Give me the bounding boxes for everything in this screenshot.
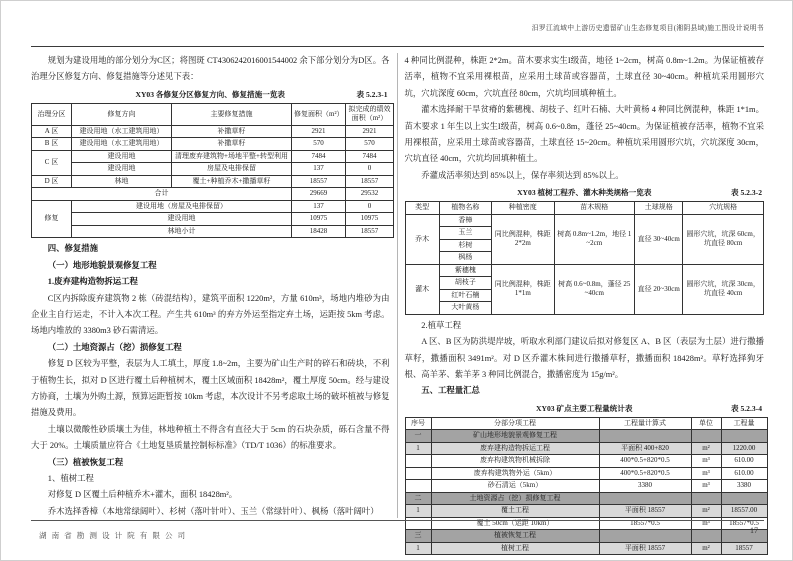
table-cell: 建设用地 xyxy=(72,213,292,226)
table-cell xyxy=(691,430,721,443)
table-cell: m³ xyxy=(691,455,721,468)
table-cell: 植被恢复工程 xyxy=(431,530,599,543)
table-cell: 合计 xyxy=(32,188,292,201)
quantities-table-title-text: XY03 矿点主要工程量统计表 xyxy=(536,403,633,413)
table-cell: 清理废弃建筑物+场地平整+转型利用 xyxy=(172,150,292,163)
table-cell: 570 xyxy=(346,138,394,151)
table-cell: 建设用地（水工建筑用地） xyxy=(72,125,172,138)
subsection1-heading: （一）地形地貌景观修复工程 xyxy=(47,260,157,270)
table-row xyxy=(405,467,767,480)
table-cell: 林地小计 xyxy=(72,225,292,238)
table-cell: 建设用地（水工建筑用地） xyxy=(72,138,172,151)
table-cell: 同比例混种，株距 2*2m xyxy=(492,214,554,264)
table-cell: 137 xyxy=(292,163,346,176)
section4-heading: 四、修复措施 xyxy=(47,244,99,254)
footer-rule xyxy=(31,520,764,521)
table-cell: 灌木 xyxy=(405,264,439,314)
table-cell: 10975 xyxy=(346,213,394,226)
quantities-table xyxy=(405,417,768,556)
table-cell: 29669 xyxy=(292,188,346,201)
table-cell: 18557 xyxy=(346,225,394,238)
table-cell: 7484 xyxy=(346,150,394,163)
page-number: 17 xyxy=(750,526,758,535)
plants-table-title xyxy=(405,185,765,200)
table-cell: 圆形穴坑，坑深 30cm，坑直径 40cm xyxy=(683,264,764,314)
table-cell: 3380 xyxy=(721,480,767,493)
table-cell: m² xyxy=(691,442,721,455)
table-cell xyxy=(599,530,691,543)
subsection3-heading: （三）植被恢复工程 xyxy=(47,457,124,467)
table-cell xyxy=(691,530,721,543)
table-cell: 穴坑规格 xyxy=(683,202,764,215)
table-cell: 工程量计算式 xyxy=(599,417,691,430)
table-cell: 种植密度 xyxy=(492,202,554,215)
table-cell: 平面积 18557 xyxy=(599,505,691,518)
table-cell: 主要修复措施 xyxy=(172,103,292,125)
table-row xyxy=(405,442,767,455)
table-cell: 570 xyxy=(292,138,346,151)
survival-paragraph: 乔灌成活率须达到 85%以上，保存率须达到 85%以上。 xyxy=(421,170,624,180)
table-row xyxy=(405,264,764,277)
table-cell: 二 xyxy=(405,492,431,505)
table-cell xyxy=(599,430,691,443)
table-cell: 补撒草籽 xyxy=(172,138,292,151)
table-row xyxy=(32,138,394,151)
subsection2-heading: （二）土地资源占（挖）损修复工程 xyxy=(47,342,182,352)
table-cell: m² xyxy=(691,505,721,518)
table-cell: 400*0.5+820*0.5 xyxy=(599,467,691,480)
table-cell: 18557 xyxy=(346,175,394,188)
table-cell: 苗木规格 xyxy=(554,202,635,215)
table-cell: 修复方向 xyxy=(72,103,172,125)
shrub-paragraph: 灌木选择耐干旱贫瘠的紫穗槐、胡枝子、红叶石楠、大叶黄杨 4 种同比例混种，株距 1*1m。苗木要求 1 年生以上实生I级苗，树高 0.6~0.8m，蓬径 25~40cm。为保证植被存活率，植物不宜采用裸根苗，应采用土球苗或容器苗，土球直径 15~20cm。种植坑采用圆形穴坑，穴坑深度 30cm，穴坑直径 40cm，穴坑均回填种植土。 xyxy=(404,105,764,164)
table-cell: m³ xyxy=(691,480,721,493)
table-cell: 枫杨 xyxy=(439,252,491,265)
zones-table-title-text: XY03 各修复分区修复方向、修复措施一览表 xyxy=(135,89,286,99)
table-cell: 单位 xyxy=(691,417,721,430)
table-cell: 大叶黄杨 xyxy=(439,302,491,315)
table-cell: 治理分区 xyxy=(32,103,72,125)
table-cell: 18557*0.5 xyxy=(599,517,691,530)
table-cell: 修复面积（m²） xyxy=(292,103,346,125)
table-cell: 林地 xyxy=(72,175,172,188)
table-row xyxy=(32,213,394,226)
table-cell: 乔木 xyxy=(405,214,439,264)
table-cell: 直径 30~40cm xyxy=(635,214,683,264)
table-cell: 建设用地 xyxy=(72,163,172,176)
table-cell: 红叶石楠 xyxy=(439,289,491,302)
table-cell: 同比例混种，株距 1*1m xyxy=(492,264,554,314)
table-row xyxy=(405,530,767,543)
table-cell: 分部分项工程 xyxy=(431,417,599,430)
table-cell xyxy=(691,492,721,505)
table-cell: D 区 xyxy=(32,175,72,188)
table-cell: 香樟 xyxy=(439,214,491,227)
table-cell: 树高 0.8m~1.2m，地径 1~2cm xyxy=(554,214,635,264)
table-row xyxy=(405,505,767,518)
table-cell: 胡枝子 xyxy=(439,277,491,290)
footer-company-name: 湖南省勘测设计院有限公司 xyxy=(39,531,191,540)
plants-table-label: 表 5.2.3-2 xyxy=(730,188,762,198)
tree-continuation-paragraph: 4 种同比例混种，株距 2*2m。苗木要求实生I级苗，地径 1~2cm，树高 0.8m~1.2m。为保证植被存活率，植物不宜采用裸根苗，应采用土球苗或容器苗，土球直径 30~40cm。种植坑采用圆形穴坑，穴坑深度 60cm，穴坑直径 80cm，穴坑均回填种植土。 xyxy=(404,56,764,98)
table-cell: 1220.00 xyxy=(721,442,767,455)
table-row xyxy=(405,480,767,493)
table-cell: 覆土+种植乔木+撒播草籽 xyxy=(172,175,292,188)
table-cell: 植树工程 xyxy=(431,542,599,555)
soil-paragraph-1: 修复 D 区较为平整，表层为人工填土，厚度 1.8~2m，主要为矿山生产时的碎石和砖块，不利于植物生长，拟对 D 区进行覆土后种植树木，覆土区域面积 18428m²，覆土厚度 50cm。经与建设方协商，土壤为外购土源，预算运距暂按 10km 考虑，本次设计不另考虑取土场的破坏植被与修复措施及费用。 xyxy=(31,359,390,418)
zones-table xyxy=(31,103,394,239)
table-cell: 平面积 18557 xyxy=(599,542,691,555)
table-row xyxy=(405,430,767,443)
table-row xyxy=(405,492,767,505)
table-cell: 18428 xyxy=(292,225,346,238)
table-cell: 10975 xyxy=(292,213,346,226)
table-cell: 序号 xyxy=(405,417,431,430)
plant-paragraph-1: 对修复 D 区覆土后种植乔木+灌木，面积 18428m²。 xyxy=(47,490,238,500)
table-cell: 137 xyxy=(292,200,346,213)
table-cell xyxy=(599,492,691,505)
table-cell: 工程量 xyxy=(721,417,767,430)
demolish-paragraph: C区内拆除废弃建筑物 2 栋（砖混结构），建筑平面积 1220m²，方量 610m³，场地内堆砂为由企业主自行运走，不计入本次工程。产生共 610m³ 的弃方外运至指定弃土场，运距按 5km 考虑。场地内堆放的 3380m3 砂石需清运。 xyxy=(31,293,390,336)
table-cell: 29532 xyxy=(346,188,394,201)
table-cell: 建设用地（房屋及电排保留） xyxy=(72,200,292,213)
table-row xyxy=(32,163,394,176)
zones-table-title xyxy=(31,87,390,102)
table-cell: 拟完成的绩效面积（m²） xyxy=(346,103,394,125)
soil-paragraph-2: 土壤以微酸性砂质壤土为佳，林地种植土不得含有直径大于 5cm 的石块杂质，砾石含量不得大于 20%。土壤质量应符合《土地复垦质量控制标标准》（TD/T 1036）的标准要求。 xyxy=(31,424,390,451)
plants-table xyxy=(405,201,765,315)
table-row xyxy=(405,455,767,468)
quantities-table-title xyxy=(405,401,765,416)
table-row xyxy=(405,202,764,215)
table-cell: 土地资源占（挖）损修复工程 xyxy=(431,492,599,505)
table-cell: 玉兰 xyxy=(439,227,491,240)
left-column xyxy=(31,53,398,518)
plants-table-title-text: XY03 植树工程乔、灌木种类规格一览表 xyxy=(517,188,652,198)
table-cell: 18557.00 xyxy=(721,505,767,518)
item2-heading: 1、植树工程 xyxy=(47,474,94,483)
table-cell: 0 xyxy=(346,200,394,213)
quantities-table-label: 表 5.2.3-4 xyxy=(730,403,762,413)
table-cell: 18557*0.5 xyxy=(721,517,767,530)
table-cell: A 区 xyxy=(32,125,72,138)
table-row xyxy=(32,150,394,163)
table-cell: 植物名称 xyxy=(439,202,491,215)
document-header-title: 汨罗江流域中上游历史遗留矿山生态修复项目(湘阴县域)施工图设计说明书 xyxy=(531,25,764,32)
table-cell: 类型 xyxy=(405,202,439,215)
table-cell: 废弃建构造物拆运工程 xyxy=(431,442,599,455)
table-row xyxy=(405,214,764,227)
table-cell xyxy=(405,455,431,468)
table-row xyxy=(32,103,394,125)
table-cell: 覆土工程 xyxy=(431,505,599,518)
table-cell: m³ xyxy=(691,517,721,530)
table-cell: 杉树 xyxy=(439,239,491,252)
table-cell: m² xyxy=(691,542,721,555)
table-cell: B 区 xyxy=(32,138,72,151)
item1-heading: 1.废弃建构造物拆运工程 xyxy=(47,277,138,287)
table-cell: 7484 xyxy=(292,150,346,163)
zones-table-label: 表 5.2.3-1 xyxy=(356,89,388,99)
table-row xyxy=(32,125,394,138)
table-cell xyxy=(721,492,767,505)
table-cell xyxy=(721,430,767,443)
table-cell: 房屋及电排保留 xyxy=(172,163,292,176)
table-cell: 圆形穴坑，坑深 60cm，坑直径 80cm xyxy=(683,214,764,264)
grass-heading: 2.植草工程 xyxy=(421,320,462,330)
table-cell: 一 xyxy=(405,430,431,443)
grass-paragraph: A 区、B 区为防洪堤岸坡，听取水利部门建议后拟对修复区 A、B 区（表层为土层）进行撒播草籽，撒播面积 3491m²。对 D 区乔灌木株间进行撒播草籽，撒播面积 18428m²。草籽选择狗牙根、高羊茅、紫羊茅 3 种同比例混合，撒播密度为 15g/m²。 xyxy=(404,337,764,379)
table-row xyxy=(405,542,767,555)
table-cell: 2921 xyxy=(292,125,346,138)
table-cell xyxy=(721,530,767,543)
table-cell: 0 xyxy=(346,163,394,176)
table-cell: 废弃构建筑物机械拆除 xyxy=(431,455,599,468)
table-cell: 紫穗槐 xyxy=(439,264,491,277)
plant-paragraph-2: 乔木选择香樟（本地常绿阔叶）、杉树（落叶针叶）、玉兰（常绿针叶）、枫杨（落叶阔叶） xyxy=(47,506,379,516)
table-row xyxy=(32,225,394,238)
table-cell: 3380 xyxy=(599,480,691,493)
table-cell: 修复 xyxy=(32,200,72,238)
table-cell: 1 xyxy=(405,442,431,455)
table-row xyxy=(32,175,394,188)
section5-heading: 五、工程量汇总 xyxy=(421,386,480,396)
table-cell xyxy=(405,480,431,493)
table-row xyxy=(32,188,394,201)
table-cell: 建设用地 xyxy=(72,150,172,163)
table-cell: 18557 xyxy=(721,542,767,555)
table-cell: 覆土 50cm（运距 10km） xyxy=(431,517,599,530)
header-rule xyxy=(31,46,764,47)
table-cell: C 区 xyxy=(32,150,72,175)
table-cell: 直径 20~30cm xyxy=(635,264,683,314)
table-row xyxy=(32,200,394,213)
table-cell: 矿山地形地貌景观修复工程 xyxy=(431,430,599,443)
table-cell: 补撒草籽 xyxy=(172,125,292,138)
table-cell: 1 xyxy=(405,542,431,555)
table-cell: 砂石清运（5km） xyxy=(431,480,599,493)
table-cell: 2921 xyxy=(346,125,394,138)
table-cell: 废弃构建筑物外运（5km） xyxy=(431,467,599,480)
table-cell: 610.00 xyxy=(721,467,767,480)
table-cell: 土球规格 xyxy=(635,202,683,215)
table-cell: m³ xyxy=(691,467,721,480)
table-cell: 三 xyxy=(405,530,431,543)
table-cell xyxy=(405,467,431,480)
table-cell: 610.00 xyxy=(721,455,767,468)
table-cell: 树高 0.6~0.8m，蓬径 25~40cm xyxy=(554,264,635,314)
table-cell: 1 xyxy=(405,505,431,518)
table-cell: 平面积 400+820 xyxy=(599,442,691,455)
table-row xyxy=(405,417,767,430)
intro-paragraph: 规划为建设用地的部分划分为C区；将图斑 CT4306242016001544002 余下部分划分为D区。各治理分区修复方向、修复措施等分述见下表： xyxy=(31,56,390,82)
table-cell: 400*0.5+820*0.5 xyxy=(599,455,691,468)
table-cell: 18557 xyxy=(292,175,346,188)
